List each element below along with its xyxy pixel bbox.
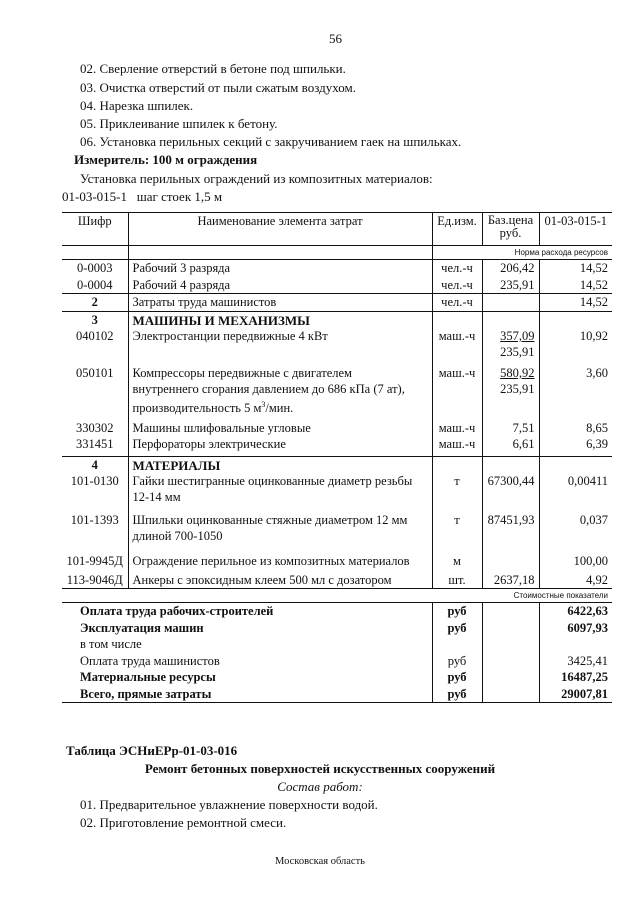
machine-code: 050101 (76, 366, 114, 380)
section-4-code: 4 (62, 456, 128, 473)
material-unit: т (432, 473, 482, 505)
summary-label: Оплата труда машинистов (80, 653, 220, 668)
section-2-norm: 14,52 (539, 294, 612, 312)
machine-name-line1: Компрессоры передвижные с двигателем (132, 366, 352, 380)
material-unit: м (432, 544, 482, 570)
machine-price: 6,61 (482, 436, 539, 456)
estimate-table (62, 212, 612, 703)
machine-name-line2: внутреннего сгорания давлением до 686 кПа (7 ат), (132, 381, 405, 396)
machine-name: Электростанции передвижные 4 кВт (128, 328, 432, 360)
summary-unit: руб (432, 603, 482, 620)
op-item: 02. Сверление отверстий в бетоне под шпильки. (80, 61, 346, 76)
summary-value: 29007,81 (539, 686, 612, 703)
footer: Московская область (275, 856, 365, 867)
next-table-title: Таблица ЭСНиЕРр-01-03-016 (66, 743, 238, 758)
summary-unit: руб (432, 620, 482, 637)
material-name-line1: Шпильки оцинкованные стяжные диаметром 12 мм (132, 513, 408, 528)
material-price: 87451,93 (482, 505, 539, 544)
material-name (128, 473, 432, 505)
material-price: 2637,18 (482, 570, 539, 589)
section-4-title: МАТЕРИАЛЫ (128, 456, 432, 473)
header-unit: Ед.изм. (432, 213, 482, 246)
summary-unit: руб (432, 669, 482, 686)
labor-price: 235,91 (482, 277, 539, 294)
material-norm: 0,037 (539, 505, 612, 544)
section-2-unit: чел.-ч (432, 294, 482, 312)
material-unit: т (432, 505, 482, 544)
intro-line: Установка перильных ограждений из композитных материалов: (80, 171, 433, 186)
material-name: Анкеры с эпоксидным клеем 500 мл с дозатором (128, 570, 432, 589)
machine-unit: маш.-ч (432, 328, 482, 360)
section-2-name: Затраты труда машинистов (128, 294, 432, 312)
labor-name: Рабочий 3 разряда (128, 260, 432, 277)
material-name-line1: Гайки шестигранные оцинкованные диаметр резьбы (132, 474, 413, 489)
op-item: 05. Приклеивание шпилек к бетону. (80, 116, 278, 131)
machine-code: 330302 (76, 420, 114, 435)
labor-price: 206,42 (482, 260, 539, 277)
machine-name: Перфораторы электрические (128, 436, 432, 456)
labor-name: Рабочий 4 разряда (128, 277, 432, 294)
summary-label: Материальные ресурсы (80, 670, 216, 685)
code-line (62, 189, 222, 205)
section-2-code: 2 (62, 294, 128, 312)
op-item: 04. Нарезка шпилек. (80, 98, 194, 113)
summary-label: Эксплуатация машин (80, 620, 204, 635)
summary-label: Всего, прямые затраты (62, 686, 432, 703)
header-norm: 01-03-015-1 (539, 213, 612, 246)
machine-price-b: 235,91 (500, 381, 535, 396)
section-2-price (482, 294, 539, 312)
machine-unit: маш.-ч (432, 360, 482, 417)
machine-price-a: 580,92 (500, 366, 535, 380)
cost-caption: Стоимостные показатели (482, 589, 612, 603)
material-name (128, 505, 432, 544)
summary-unit (432, 636, 482, 653)
machine-norm: 10,92 (539, 328, 612, 360)
measure-line: Измеритель: 100 м ограждения (74, 152, 258, 167)
labor-norm: 14,52 (539, 260, 612, 277)
material-price: 67300,44 (482, 473, 539, 505)
code-line-text: шаг стоек 1,5 м (136, 189, 223, 204)
next-heading: Ремонт бетонных поверхностей искусственных сооружений (144, 761, 496, 776)
summary-label: в том числе (80, 637, 142, 652)
labor-norm: 14,52 (539, 277, 612, 294)
machine-norm: 6,39 (539, 436, 612, 456)
machine-price: 7,51 (482, 417, 539, 437)
works-title: Состав работ: (277, 779, 363, 794)
labor-code: 0-0003 (62, 260, 128, 277)
summary-value: 6422,63 (539, 603, 612, 620)
machine-code: 040102 (76, 329, 114, 343)
header-price-line1: Баз.цена (487, 213, 534, 227)
section-3-title: МАШИНЫ И МЕХАНИЗМЫ (128, 311, 432, 328)
summary-value: 6097,93 (539, 620, 612, 637)
summary-value: 3425,41 (539, 653, 612, 670)
summary-unit: руб (432, 686, 482, 703)
op-item: 03. Очистка отверстий от пыли сжатым воздухом. (80, 80, 356, 95)
material-name-line2: 12-14 мм (132, 489, 181, 504)
work-item: 01. Предварительное увлажнение поверхности водой. (80, 797, 378, 812)
op-item: 06. Установка перильных секций с закручиванием гаек на шпильках. (80, 134, 462, 149)
machine-unit: маш.-ч (432, 417, 482, 437)
material-name-line2: длиной 700-1050 (132, 528, 223, 543)
material-unit: шт. (432, 570, 482, 589)
material-name: Ограждение перильное из композитных материалов (128, 544, 432, 570)
machine-unit: маш.-ч (432, 436, 482, 456)
machine-price-b: 235,91 (500, 344, 535, 359)
machine-name: Машины шлифовальные угловые (128, 417, 432, 437)
summary-unit: руб (432, 653, 482, 670)
material-code: 101-1393 (70, 513, 119, 528)
header-price-line2: руб. (499, 226, 522, 240)
header-code: Шифр (62, 213, 128, 246)
material-code: 113-9046Д (66, 572, 123, 587)
labor-unit: чел.-ч (432, 277, 482, 294)
machine-price (482, 328, 539, 360)
machine-norm: 3,60 (539, 360, 612, 417)
machine-code: 331451 (76, 437, 114, 452)
header-price (482, 213, 539, 246)
summary-label: Оплата труда рабочих-строителей (62, 603, 432, 620)
material-norm: 100,00 (539, 544, 612, 570)
machine-name-sup: 3 (261, 400, 266, 409)
material-code: 101-0130 (70, 474, 119, 489)
material-price (482, 544, 539, 570)
header-name: Наименование элемента затрат (128, 213, 432, 246)
machine-norm: 8,65 (539, 417, 612, 437)
work-item: 02. Приготовление ремонтной смеси. (80, 815, 287, 830)
material-code: 101-9945Д (66, 554, 123, 569)
code-line-code: 01-03-015-1 (62, 189, 127, 204)
material-norm: 4,92 (539, 570, 612, 589)
labor-code: 0-0004 (77, 277, 113, 292)
machine-price (482, 360, 539, 417)
summary-value: 16487,25 (539, 669, 612, 686)
machine-name-line3-end: /мин. (265, 401, 294, 416)
machine-name-line3: производительность 5 м (132, 401, 262, 416)
machine-price-a: 357,09 (500, 329, 535, 343)
page-number: 56 (329, 31, 342, 46)
labor-unit: чел.-ч (432, 260, 482, 277)
material-norm: 0,00411 (539, 473, 612, 505)
summary-value (539, 636, 612, 653)
section-3-code: 3 (62, 311, 128, 328)
norm-caption: Норма расхода ресурсов (482, 246, 612, 260)
machine-name (128, 360, 432, 417)
